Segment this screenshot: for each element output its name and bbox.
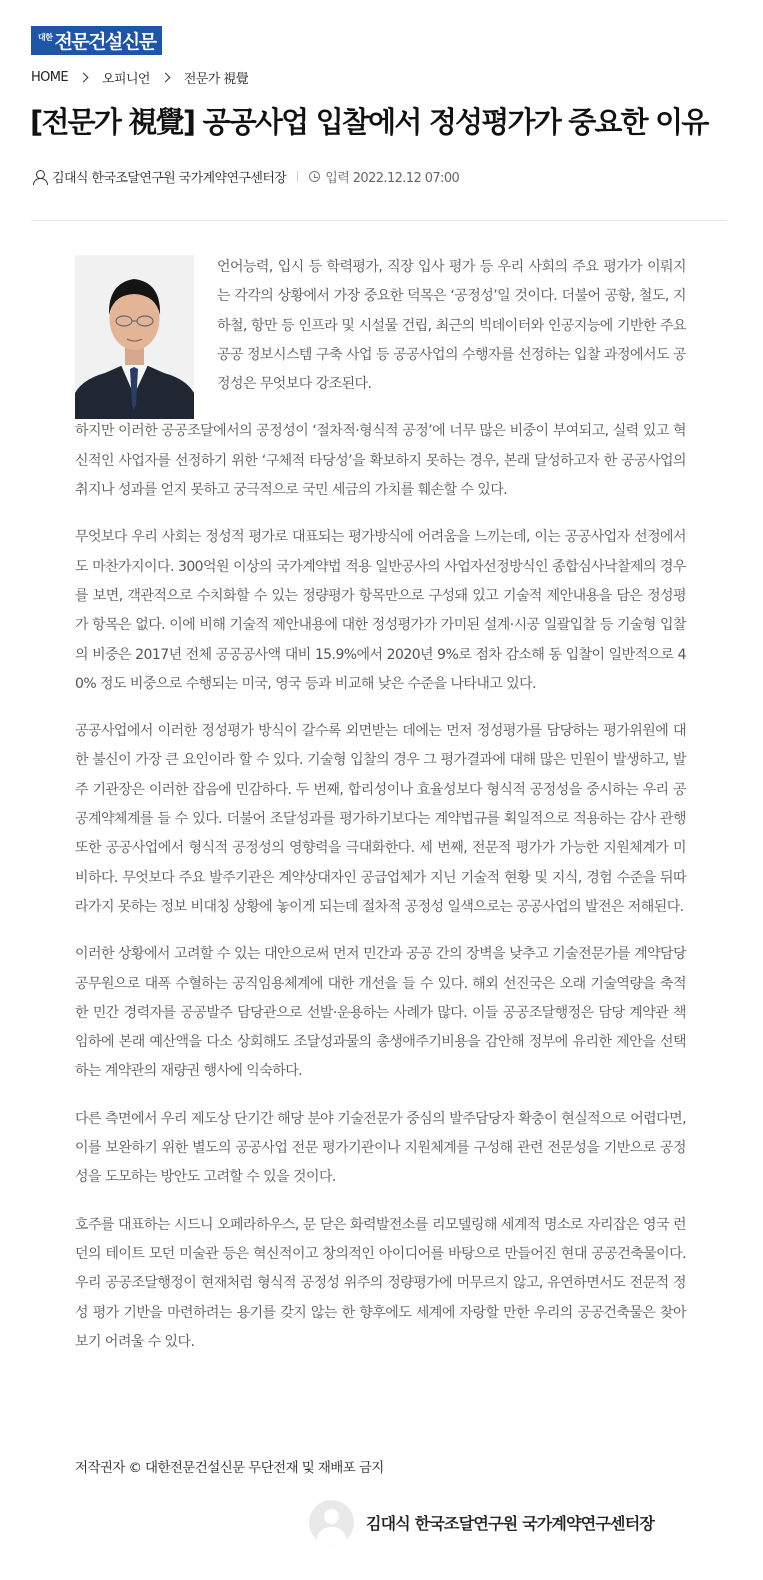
- byline-author: 김대식 한국조달연구원 국가계약연구센터장: [52, 171, 287, 186]
- logo-main-text: 전문건설신문: [54, 31, 156, 53]
- logo-small-text: 대한: [38, 32, 53, 42]
- author-box[interactable]: [309, 1500, 654, 1545]
- chevron-right-icon: [160, 73, 170, 83]
- article-byline: [33, 167, 459, 186]
- article-title: [전문가 視覺] 공공사업 입찰에서 정성평가가 중요한 이유: [30, 105, 708, 139]
- chevron-right-icon: [79, 73, 89, 83]
- user-icon: [33, 170, 46, 184]
- photo-spacer: [75, 253, 217, 415]
- breadcrumb: [31, 68, 248, 87]
- article-paragraph: 언어능력, 입시 등 학력평가, 직장 입사 평가 등 우리 사회의 주요 평가가 이뤄지는 각각의 상황에서 가장 중요한 덕목은 ‘공정성’일 것이다. 더불어 공항, 철도, 지하철, 항만 등 인프라 및 시설물 건립, 최근의 빅데이터와 인공지능에 기반한 주요 공공 정보시스템 구축 사업 등 공공사업의 수행자를 선정하는 입찰 과정에서도 공정성은 무엇보다 강조된다.: [217, 259, 686, 393]
- header-divider: [31, 220, 727, 221]
- article-paragraph: 무엇보다 우리 사회는 정성적 평가로 대표되는 평가방식에 어려움을 느끼는데, 이는 공공사업자 선정에서도 마찬가지이다. 300억원 이상의 국가계약법 적용 일반공사의 사업자선정방식인 종합심사낙찰제의 경우를 보면, 객관적으로 수치화할 수 있는 정량평가 항목만으로 구성돼 있고 기술적 제안내용을 담은 정성평가 항목은 없다. 이에 비해 기술적 제안내용에 대한 정성평가가 가미된 설계·시공 일괄입찰 등 기술형 입찰의 비중은 2017년 전체 공공공사액 대비 15.9%에서 2020년 9%로 점차 감소해 동 입찰이 일반적으로 40% 정도 비중으로 수행되는 미국, 영국 등과 비교해 낮은 수준을 나타내고 있다.: [75, 529, 686, 692]
- breadcrumb-home[interactable]: HOME: [31, 70, 69, 85]
- site-logo[interactable]: [31, 26, 162, 55]
- author-box-name: 김대식 한국조달연구원 국가계약연구센터장: [366, 1514, 655, 1533]
- article-paragraph: 호주를 대표하는 시드니 오페라하우스, 문 닫은 화력발전소를 리모델링해 세계적 명소로 자리잡은 영국 런던의 테이트 모던 미술관 등은 혁신적이고 창의적인 아이디어를 바탕으로 만들어진 현대 공공건축물이다. 우리 공공조달행정이 현재처럼 형식적 공정성 위주의 정량평가에 머무르지 않고, 유연하면서도 전문적 정성 평가 기반을 마련하려는 용기를 갖지 않는 한 향후에도 세계에 자랑할 만한 우리의 공공건축물은 찾아보기 어려울 수 있다.: [75, 1216, 686, 1350]
- breadcrumb-section[interactable]: 전문가 視覺: [183, 72, 249, 87]
- article-paragraph: 다른 측면에서 우리 제도상 단기간 해당 분야 기술전문가 중심의 발주담당자 확충이 현실적으로 어렵다면, 이를 보완하기 위한 별도의 공공사업 전문 평가기관이나 지원체계를 구성해 관련 전문성을 기반으로 공정성을 도모하는 방안도 고려할 수 있을 것이다.: [75, 1110, 686, 1186]
- byline-date: 입력 2022.12.12 07:00: [325, 171, 460, 186]
- byline-divider: [297, 171, 298, 182]
- article-paragraph: 공공사업에서 이러한 정성평가 방식이 갈수록 외면받는 데에는 먼저 정성평가를 담당하는 평가위원에 대한 불신이 가장 큰 요인이라 할 수 있다. 기술형 입찰의 경우 그 평가결과에 대해 많은 민원이 발생하고, 발주 기관장은 이러한 잡음에 민감하다. 두 번째, 합리성이나 효율성보다 형식적 공정성을 중시하는 우리 공공계약체계를 들 수 있다. 더불어 조달성과를 평가하기보다는 계약법규를 획일적으로 적용하는 감사 관행 또한 공공사업에서 형식적 공정성의 영향력을 극대화한다. 세 번째, 전문적 평가가 가능한 지원체계가 미비하다. 무엇보다 주요 발주기관은 계약상대자인 공급업체가 지닌 기술적 현황 및 지식, 경험 수준을 뒤따라가지 못하는 정보 비대칭 상황에 놓이게 되는데 절차적 공정성 일색으로는 공공사업의 발전은 저해된다.: [75, 723, 686, 915]
- article-paragraph: 하지만 이러한 공공조달에서의 공정성이 ‘절차적·형식적 공정’에 너무 많은 비중이 부여되고, 실력 있고 혁신적인 사업자를 선정하기 위한 ‘구체적 타당성’을 확보하지 못하는 경우, 본래 달성하고자 한 공공사업의 취지나 성과를 얻지 못하고 궁극적으로 국민 세금의 가치를 훼손할 수 있다.: [75, 423, 686, 499]
- article-paragraph: 이러한 상황에서 고려할 수 있는 대안으로써 먼저 민간과 공공 간의 장벽을 낮추고 기술전문가를 계약담당 공무원으로 대폭 수혈하는 공직임용체계에 대한 개선을 들 수 있다. 해외 선진국은 오래 기술역량을 축적한 민간 경력자를 공공발주 담당관으로 선발·운용하는 사례가 많다. 이들 공공조달행정은 담당 계약관 책임하에 본래 예산액을 다소 상회해도 조달성과물의 총생애주기비용을 감안해 정부에 유리한 제안을 선택하는 계약관의 재량권 행사에 익숙하다.: [75, 946, 686, 1080]
- copyright-notice: 저작권자 © 대한전문건설신문 무단전재 및 재배포 금지: [75, 1460, 384, 1476]
- article-body: [75, 253, 686, 1375]
- breadcrumb-opinion[interactable]: 오피니언: [102, 72, 150, 87]
- avatar: [309, 1500, 354, 1545]
- clock-icon: [309, 171, 320, 182]
